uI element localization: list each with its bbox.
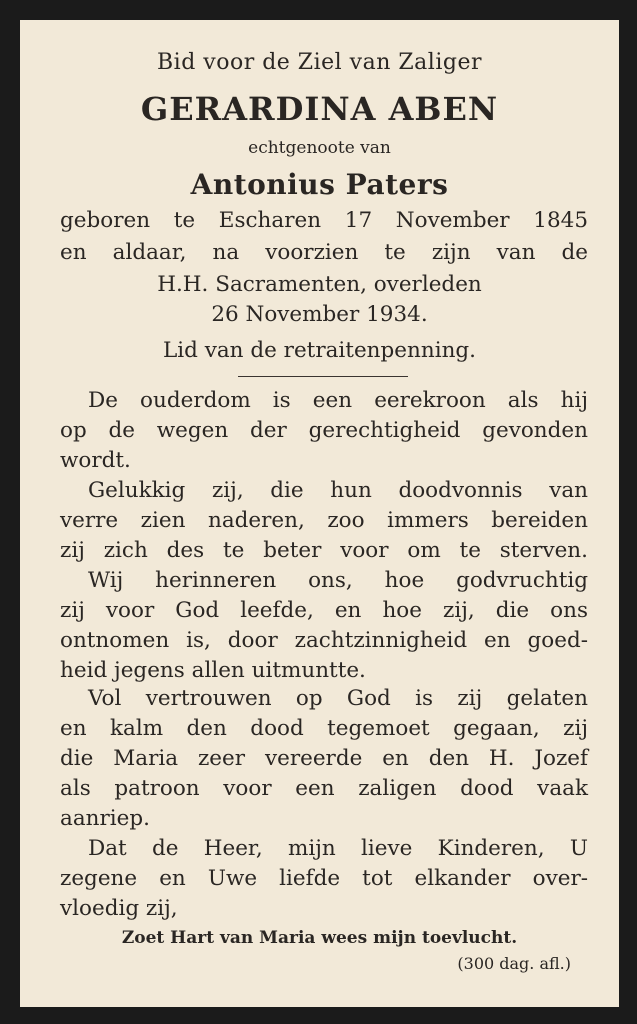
spouse-name: Antonius Paters [190, 168, 449, 201]
memorial-card [20, 20, 619, 1007]
body-line: aanriep. [60, 806, 150, 831]
divider [238, 376, 408, 377]
body-line: Vol vertrouwen op God is zij gelaten [88, 686, 588, 711]
body-line: Dat de Heer, mijn lieve Kinderen, U [88, 836, 588, 861]
body-line: zij zich des te beter voor om te sterven. [60, 538, 588, 563]
body-line: zegene en Uwe liefde tot elkander over- [60, 866, 588, 891]
body-line: heid jegens allen uitmuntte. [60, 658, 366, 683]
body-line: op de wegen der gerechtigheid gevonden [60, 418, 588, 443]
body-line: zij voor God leefde, en hoe zij, die ons [60, 598, 588, 623]
header-line: Bid voor de Ziel van Zaliger [157, 50, 482, 75]
deceased-name: GERARDINA ABEN [140, 90, 499, 128]
body-line: De ouderdom is een eerekroon als hij [88, 388, 588, 413]
body-line: Wij herinneren ons, hoe godvruchtig [88, 568, 588, 593]
body-line: verre zien naderen, zoo immers bereiden [60, 508, 588, 533]
prayer-text: Zoet Hart van Maria wees mijn toevlucht. [121, 928, 518, 948]
bio-line: H.H. Sacramenten, overleden [157, 272, 482, 297]
membership-text: Lid van de retraitenpenning. [162, 338, 477, 363]
body-line: ontnomen is, door zachtzinnigheid en goed- [60, 628, 588, 653]
bio-line: geboren te Escharen 17 November 1845 [60, 208, 588, 233]
body-line: wordt. [60, 448, 131, 473]
body-line: die Maria zeer vereerde en den H. Jozef [60, 746, 588, 771]
bio-line: 26 November 1934. [211, 302, 428, 327]
body-line: als patroon voor een zaligen dood vaak [60, 776, 588, 801]
body-line: en kalm den dood tegemoet gegaan, zij [60, 716, 588, 741]
body-line: vloedig zij, [60, 896, 178, 921]
indulgence-text: (300 dag. afl.) [457, 954, 571, 973]
body-line: Gelukkig zij, die hun doodvonnis van [88, 478, 588, 503]
bio-line: en aldaar, na voorzien te zijn van de [60, 240, 588, 265]
relation-text: echtgenoote van [248, 138, 391, 158]
